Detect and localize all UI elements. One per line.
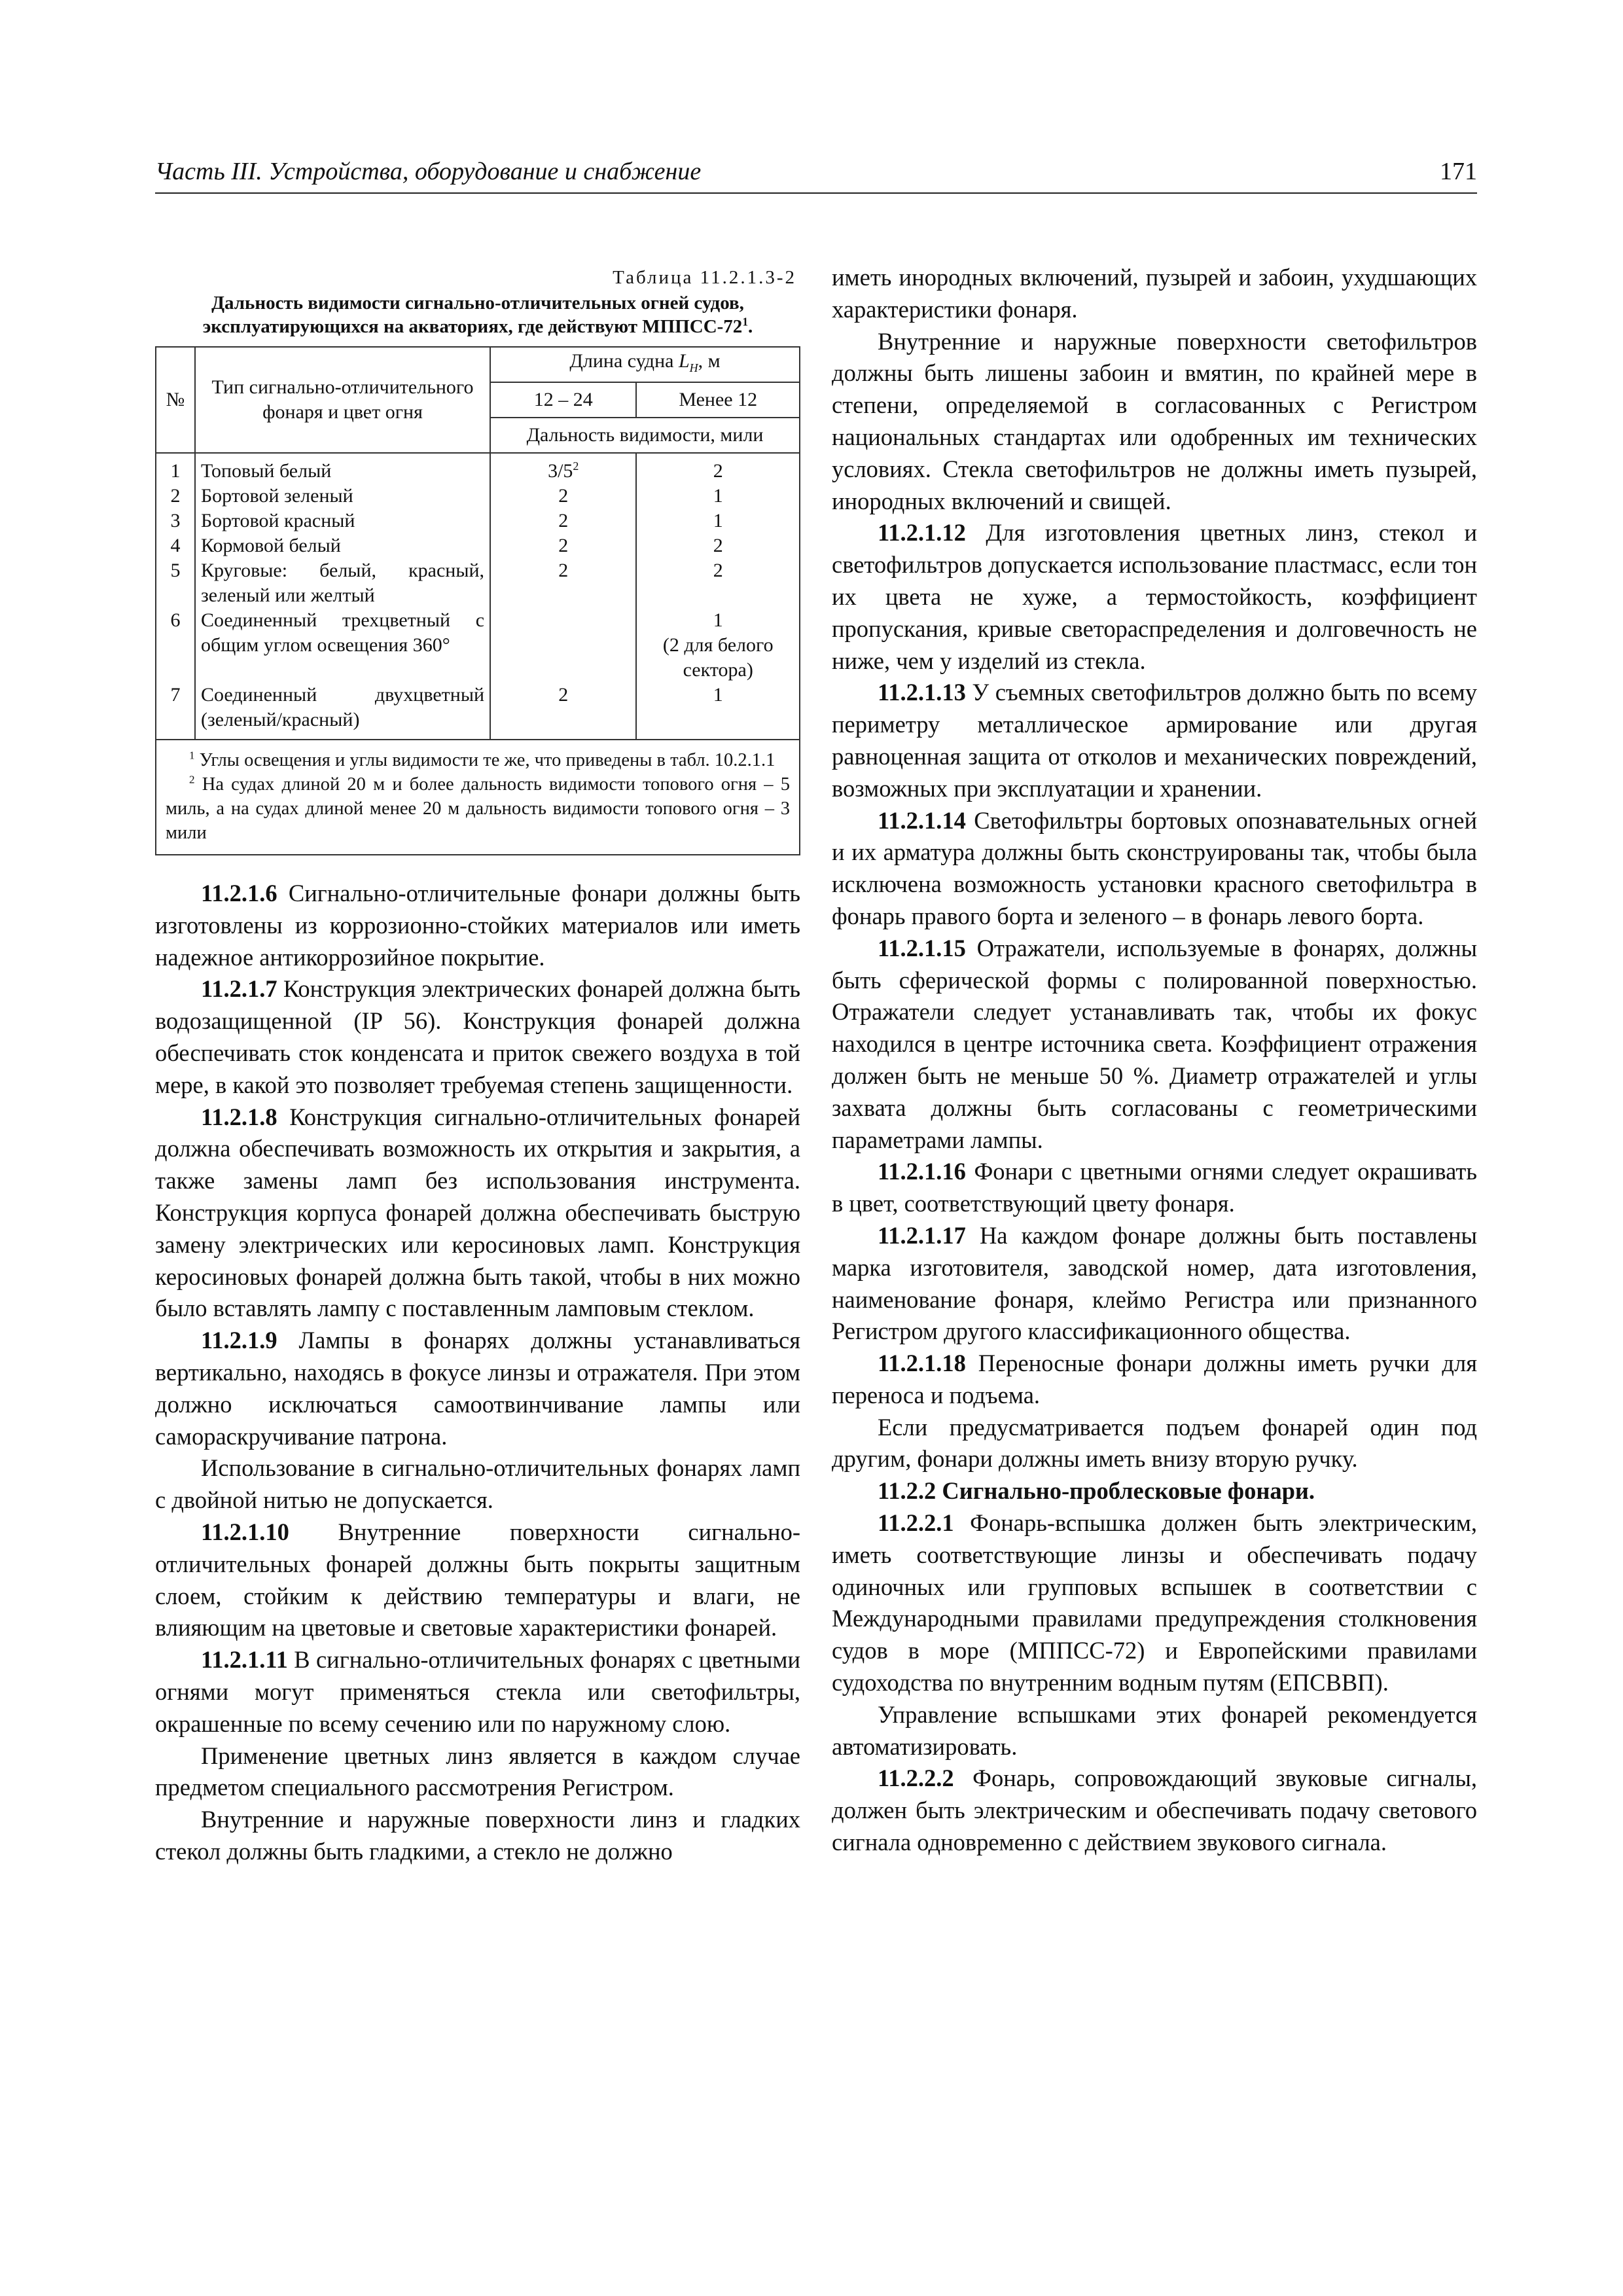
row-range-value: 1 — [713, 609, 723, 631]
right-column — [832, 262, 1477, 1859]
clause-number: 11.2.1.9 — [201, 1327, 277, 1354]
row-footnote-mark: 2 — [573, 459, 579, 473]
running-title: Часть III. Устройства, оборудование и снабжение — [155, 158, 702, 185]
clause-number: 11.2.1.7 — [201, 975, 277, 1003]
row-type: Топовый белый — [195, 453, 490, 484]
row-range-value: 3/5 — [548, 460, 573, 482]
section-title: 11.2.2 Сигнально-проблесковые фонари. — [878, 1477, 1315, 1505]
clause-number: 11.2.2.2 — [878, 1765, 954, 1792]
table-caption: Таблица 11.2.1.3-2 — [613, 267, 796, 288]
paragraph — [832, 677, 1477, 804]
header-length-sub: H — [689, 361, 698, 374]
paragraph — [832, 326, 1477, 518]
table-note-2 — [166, 772, 790, 845]
visibility-table — [155, 346, 800, 855]
row-type: Бортовой зеленый — [195, 484, 490, 509]
header-12-24: 12 – 24 — [490, 382, 636, 418]
paragraph — [832, 1507, 1477, 1699]
paragraph — [155, 1452, 800, 1516]
note-text: Углы освещения и углы видимости те же, что приведены в табл. 10.2.1.1 — [194, 750, 776, 770]
clause-text: Фонарь-вспышка должен быть электрическим, иметь соответствующие линзы и обеспечивать подачу одиночных или групповых вспышек в соответствии с Международными правилами предупреждения столкновения судов в море (МППСС-72) и Европейскими правилами судоходства по внутренним водным путям (ЕПСВВП). — [832, 1509, 1477, 1696]
row-range-less-12: 2 — [636, 533, 800, 558]
header-less-12: Менее 12 — [636, 382, 800, 418]
table-row — [156, 509, 800, 533]
paragraph — [155, 1804, 800, 1868]
clause-text: Отражатели, используемые в фонарях, должны быть сферической формы с полированной поверхностью. Отражатели следует устанавливать так, чтобы их фокус находился в центре источника света. Коэффициент отражения должен быть не меньше 50 %. Диаметр отражателей и углы захвата должны быть согласованы с геометрическими параметрами лампы. — [832, 934, 1477, 1153]
paragraph — [832, 517, 1477, 677]
header-range: Дальность видимости, мили — [490, 418, 800, 453]
clause-text: Использование в сигнально-отличительных фонарях ламп с двойной нитью не допускается. — [155, 1454, 800, 1514]
clause-text: У съемных светофильтров должно быть по всему периметру металлическое армирование или другая равноценная защита от отколов и механических повреждений, возможных при эксплуатации и хранении. — [832, 679, 1477, 802]
section-heading — [832, 1475, 1477, 1507]
paragraph — [832, 1763, 1477, 1858]
row-range-less-12 — [636, 608, 800, 683]
table-row — [156, 608, 800, 683]
paragraph — [832, 1220, 1477, 1348]
header-length-var: L — [678, 350, 690, 372]
paragraph — [155, 973, 800, 1101]
row-num: 5 — [156, 558, 195, 608]
paragraph — [832, 1156, 1477, 1220]
row-num: 4 — [156, 533, 195, 558]
paragraph — [155, 1516, 800, 1644]
row-range-12-24: 2 — [490, 533, 636, 558]
table-notes — [156, 740, 800, 855]
paragraph — [832, 933, 1477, 1157]
row-range-12-24: 2 — [490, 484, 636, 509]
row-range-12-24: 2 — [490, 558, 636, 608]
row-num: 6 — [156, 608, 195, 683]
row-range-12-24: 2 — [490, 683, 636, 740]
clause-text: Внутренние и наружные поверхности светофильтров должны быть лишены забоин и вмятин, по крайней мере в степени, определяемой в согласованных с Регистром национальных стандартах или одобренных им технических условиях. Стекла светофильтров не должны иметь пузырей, инородных включений и свищей. — [832, 327, 1477, 514]
clause-number: 11.2.1.12 — [878, 519, 966, 547]
row-num: 2 — [156, 484, 195, 509]
paragraph — [155, 1325, 800, 1452]
paragraph — [155, 1740, 800, 1804]
clause-number: 11.2.1.17 — [878, 1221, 966, 1249]
table-note-1 — [166, 748, 790, 772]
table-row — [156, 558, 800, 608]
table-row — [156, 484, 800, 509]
clause-text: Для изготовления цветных линз, стекол и светофильтров допускается использование пластмасс, если тон их цвета не хуже, а термостойкость, коэффициент пропускания, кривые светораспределения и долговечность не ниже, чем у изделий из стекла. — [832, 519, 1477, 674]
clause-number: 11.2.1.15 — [878, 934, 966, 961]
clause-text: Применение цветных линз является в каждом случае предметом специального рассмотрения Регистром. — [155, 1742, 800, 1801]
clause-text: Фонари с цветными огнями следует окрашивать в цвет, соответствующий цвету фонаря. — [832, 1158, 1477, 1217]
row-range-note: (2 для белого сектора) — [662, 634, 774, 681]
row-type: Кормовой белый — [195, 533, 490, 558]
paragraph — [832, 1348, 1477, 1412]
table-title-footnote-mark: 1 — [742, 315, 749, 329]
clause-text: В сигнально-отличительных фонарях с цветными огнями могут применяться стекла или светофильтры, окрашенные по всему сечению или по наружному слою. — [155, 1646, 800, 1737]
table-title-line1: Дальность видимости сигнально-отличительных огней судов, — [211, 293, 744, 314]
row-type: Бортовой красный — [195, 509, 490, 533]
clause-text: Сигнально-отличительные фонари должны быть изготовлены из коррозионно-стойких материалов или иметь надежное антикоррозийное покрытие. — [155, 880, 800, 971]
table-notes-row — [156, 740, 800, 855]
clause-number: 11.2.1.6 — [201, 880, 277, 906]
paragraph — [155, 1644, 800, 1740]
clause-number: 11.2.1.18 — [878, 1350, 966, 1377]
clause-number: 11.2.2.1 — [878, 1509, 954, 1537]
paragraph — [832, 1412, 1477, 1476]
clause-text: На каждом фонаре должны быть поставлены марка изготовителя, заводской номер, дата изготовления, наименование фонаря, клеймо Регистра или признанного Регистром другого классификационного общества. — [832, 1221, 1477, 1345]
row-range-less-12: 2 — [636, 453, 800, 484]
paragraph — [155, 878, 800, 973]
row-num: 3 — [156, 509, 195, 533]
paragraph — [832, 1699, 1477, 1763]
row-type: Соединенный трехцветный с общим углом освещения 360° — [195, 608, 490, 683]
header-length-prefix: Длина судна — [569, 350, 679, 372]
row-range-less-12: 1 — [636, 509, 800, 533]
row-range-less-12: 2 — [636, 558, 800, 608]
table-title — [155, 291, 800, 338]
clause-text: Внутренние и наружные поверхности линз и гладких стекол должны быть гладкими, а стекло не должно — [155, 1806, 800, 1865]
table-title-end: . — [748, 316, 753, 337]
clause-text: Внутренние поверхности сигнально-отличительных фонарей должны быть покрыты защитным слоем, стойким к действию температуры и влаги, не влияющим на цветовые и световые характеристики фонарей. — [155, 1518, 800, 1641]
note-text: На судах длиной 20 м и более дальность видимости топового огня – 5 миль, а на судах длиной менее 20 м дальность видимости топового огня – 3 мили — [166, 774, 790, 843]
row-type: Соединенный двухцветный (зеленый/красный) — [195, 683, 490, 740]
left-column — [155, 265, 800, 1868]
row-range-12-24 — [490, 453, 636, 484]
clause-text: Если предусматривается подъем фонарей один под другим, фонари должны иметь внизу вторую ручку. — [832, 1413, 1477, 1473]
paragraph — [832, 262, 1477, 326]
header-length-suffix: , м — [698, 350, 721, 372]
clause-text: Конструкция сигнально-отличительных фонарей должна обеспечивать возможность их открытия и закрытия, а также замены ламп без использования инструмента. Конструкция корпуса фонарей должна обеспечивать быструю замену электрических или керосиновых ламп. Конструкция керосиновых фонарей должна быть такой, чтобы в них можно было вставлять лампу с поставленным ламповым стеклом. — [155, 1103, 800, 1322]
row-type: Круговые: белый, красный, зеленый или желтый — [195, 558, 490, 608]
note-mark: 1 — [189, 749, 195, 762]
table-row — [156, 683, 800, 740]
clause-text: Светофильтры бортовых опознавательных огней и их арматура должны быть сконструированы так, чтобы была исключена возможность установки красного светофильтра в фонарь правого борта и зеленого – в фонарь левого борта. — [832, 806, 1477, 929]
row-num: 1 — [156, 453, 195, 484]
header-num: № — [156, 347, 195, 453]
row-range-12-24 — [490, 608, 636, 683]
table-row — [156, 533, 800, 558]
row-range-less-12: 1 — [636, 683, 800, 740]
table-title-line2: эксплуатирующихся на акваториях, где действуют МППСС-72 — [202, 316, 743, 337]
row-range-less-12: 1 — [636, 484, 800, 509]
header-type: Тип сигнально-отличительного фонаря и цвет огня — [195, 347, 490, 453]
clause-text: Управление вспышками этих фонарей рекомендуется автоматизировать. — [832, 1700, 1477, 1760]
row-range-12-24: 2 — [490, 509, 636, 533]
clause-number: 11.2.1.8 — [201, 1103, 277, 1130]
page-header — [155, 156, 1477, 194]
clause-text: Переносные фонари должны иметь ручки для переноса и подъема. — [832, 1350, 1477, 1408]
clause-text: Лампы в фонарях должны устанавливаться вертикально, находясь в фокусе линзы и отражателя. При этом должно исключаться самоотвинчивание лампы или самораскручивание патрона. — [155, 1327, 800, 1450]
clause-number: 11.2.1.11 — [201, 1646, 288, 1674]
clause-number: 11.2.1.10 — [201, 1518, 289, 1545]
clause-number: 11.2.1.16 — [878, 1158, 966, 1185]
clause-text: иметь инородных включений, пузырей и забоин, ухудшающих характеристики фонаря. — [832, 264, 1477, 323]
row-num: 7 — [156, 683, 195, 740]
paragraph — [832, 805, 1477, 933]
paragraph — [155, 1102, 800, 1325]
clause-text: Фонарь, сопровождающий звуковые сигналы, должен быть электрическим и обеспечивать подачу светового сигнала одновременно с действием звукового сигнала. — [832, 1765, 1477, 1856]
clause-number: 11.2.1.14 — [878, 806, 966, 834]
page-number: 171 — [1440, 158, 1477, 185]
table-row — [156, 453, 800, 484]
header-length — [490, 347, 800, 382]
clause-number: 11.2.1.13 — [878, 679, 966, 706]
note-mark: 2 — [189, 773, 195, 786]
clause-text: Конструкция электрических фонарей должна быть водозащищенной (IP 56). Конструкция фонарей должна обеспечивать сток конденсата и приток свежего воздуха в той мере, в какой это позволяет требуемая степень защищенности. — [155, 975, 800, 1098]
